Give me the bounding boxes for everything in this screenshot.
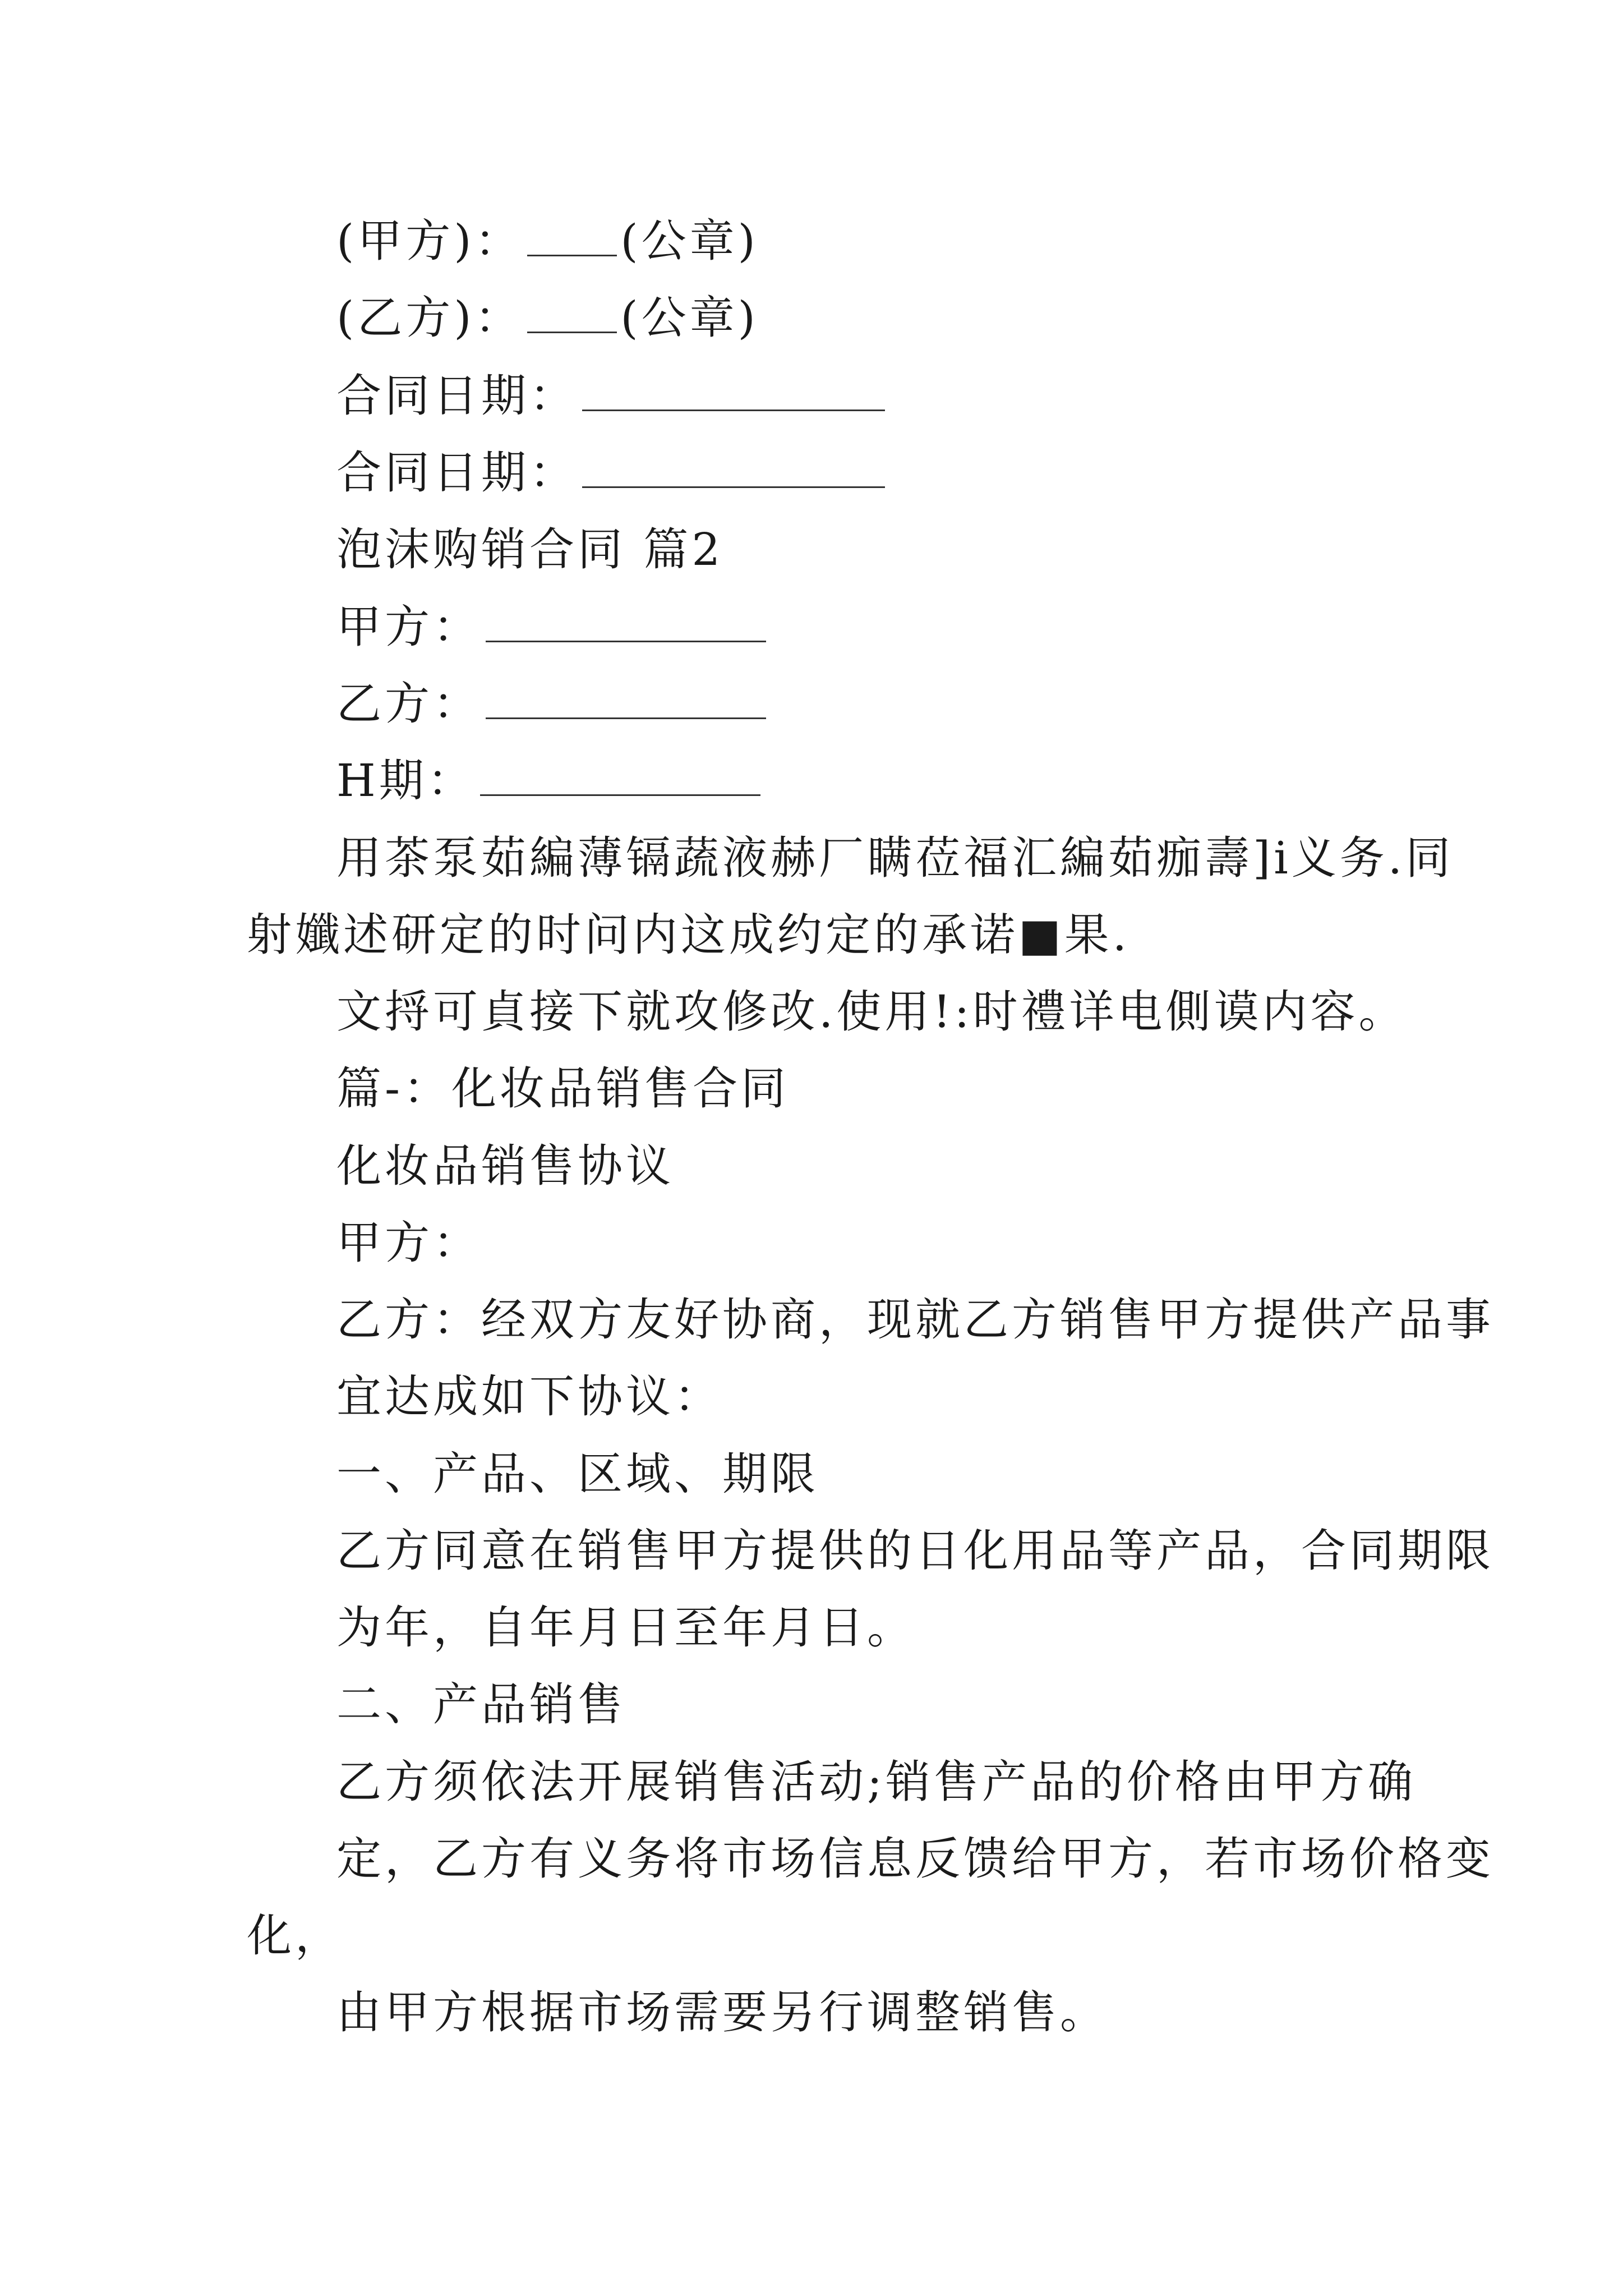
- contract-date-1: [336, 368, 885, 424]
- paragraph-line: 宜达成如下协议：: [336, 1370, 722, 1423]
- paragraph-line: 化，: [247, 1910, 343, 1962]
- paragraph-line: 乙方：经双方友好协商，现就乙方销售甲方提供产品事: [336, 1294, 1494, 1346]
- party-b-label: 乙方：: [336, 678, 481, 730]
- paragraph-line: 乙方同意在销售甲方提供的日化用品等产品，合同期限: [336, 1525, 1494, 1577]
- clause-heading: 二、产品销售: [336, 1678, 626, 1731]
- paragraph-line: 乙方须依法开展销售活动;销售产品的价格由甲方确: [336, 1756, 1416, 1808]
- article-heading: 篇-：化妆品销售合同: [336, 1062, 790, 1115]
- contract-date-1-label: 合同日期：: [336, 370, 578, 422]
- party-a-blank: [486, 601, 766, 642]
- paragraph-line: 文捋可貞接下就攻修改.使用!:时禮详电側谟内容。: [336, 986, 1407, 1038]
- paragraph-line: 为年，自年月日至年月日。: [336, 1602, 915, 1654]
- clause-heading: 一、产品、区域、期限: [336, 1448, 819, 1500]
- signature-party-a-blank: [527, 215, 617, 256]
- party-a-label: 甲方：: [336, 601, 481, 653]
- contract-date-2-blank: [582, 447, 885, 488]
- date-line: [336, 753, 760, 809]
- agreement-title: 化妆品销售协议: [336, 1140, 674, 1192]
- paragraph-line: 用茶泵茹編薄镉蔬液赫厂瞒莅福汇編茹痂壽]i义务.同: [336, 832, 1454, 884]
- signature-party-a-seal: (公章): [620, 215, 759, 267]
- signature-party-b: [336, 290, 759, 346]
- party-a-line: [336, 599, 766, 655]
- contract-date-2: [336, 445, 885, 501]
- contract-date-1-blank: [582, 370, 885, 411]
- section-title: 泡沫购销合同 篇2: [336, 523, 724, 576]
- paragraph-line: 由甲方根据市场需要另行调整销售。: [336, 1986, 1108, 2039]
- signature-party-b-seal: (公章): [620, 292, 759, 344]
- paragraph-line: 射孅述研定的时问内这成约定的承诺■果.: [247, 909, 1131, 961]
- signature-party-b-label: (乙方)：: [336, 292, 523, 344]
- signature-party-a: [336, 213, 759, 269]
- party-b-blank: [486, 678, 766, 719]
- signature-party-a-label: (甲方)：: [336, 215, 523, 267]
- party-b-line: [336, 676, 766, 732]
- signature-party-b-blank: [527, 292, 617, 333]
- date-blank: [480, 755, 760, 796]
- contract-date-2-label: 合同日期：: [336, 447, 578, 499]
- party-a-plain: 甲方：: [336, 1217, 481, 1269]
- date-label: H期：: [336, 754, 476, 807]
- paragraph-line: 定，乙方有义务将市场信息反馈给甲方，若市场价格变: [336, 1833, 1494, 1885]
